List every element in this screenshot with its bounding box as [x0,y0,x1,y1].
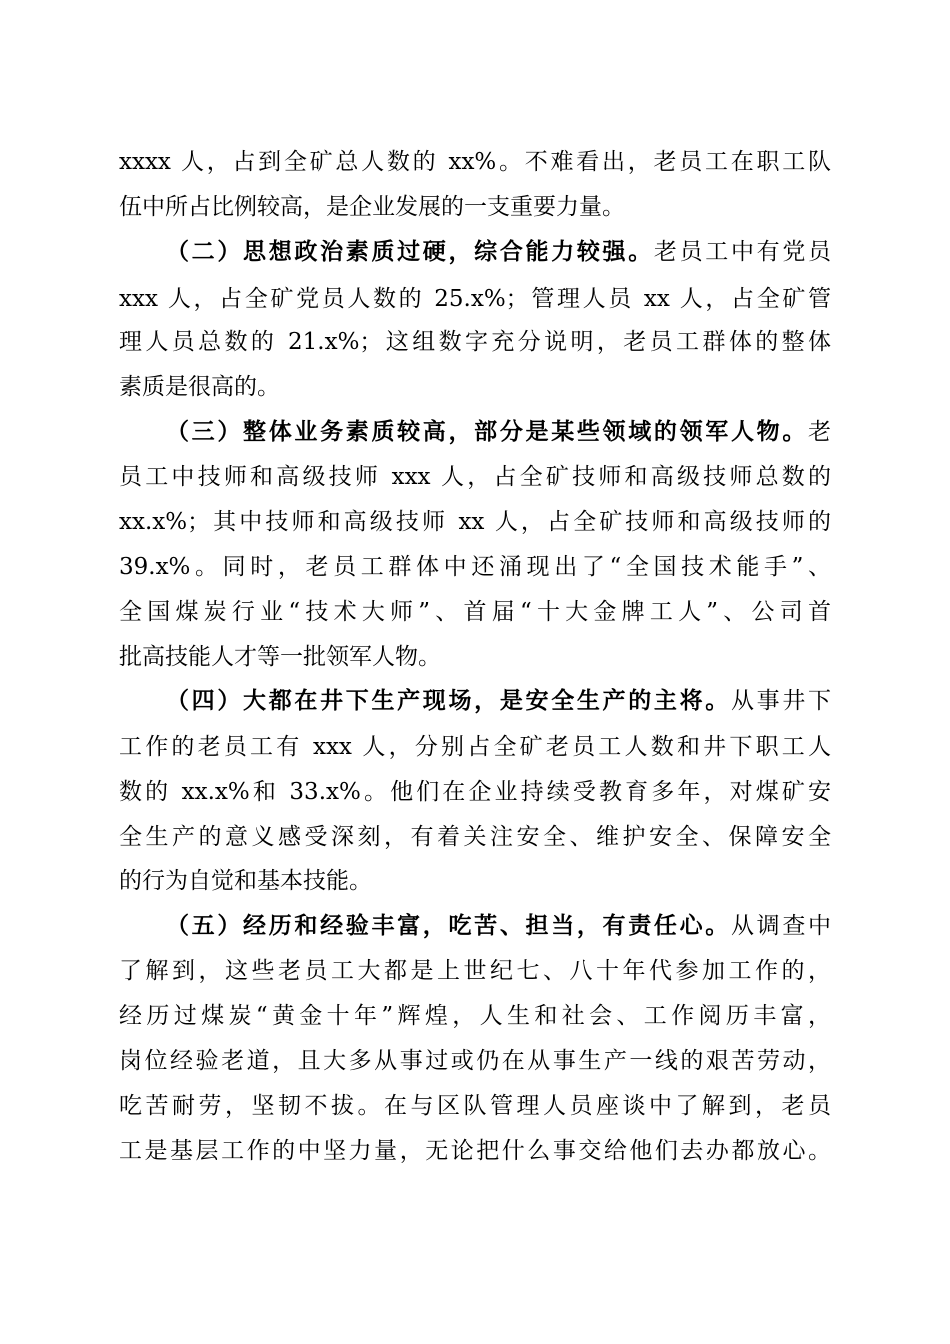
paragraph-first-line [166,237,831,267]
paragraph-line: 的行为自觉和基本技能。 [119,868,372,894]
paragraph-line: 工作的老员工有 xxx 人，分别占全矿老员工人数和井下职工人 [119,734,831,760]
paragraph-line: 全国煤炭行业“技术大师”、首届“十大金牌工人”、公司首 [119,599,831,625]
paragraph-line: 工是基层工作的中坚力量，无论把什么事交给他们去办都放心。 [119,1138,831,1164]
paragraph-heading: （五）经历和经验丰富，吃苦、担当，有责任心。 [166,912,731,939]
paragraph-text: 从事井下 [730,688,831,714]
paragraph-first-line [166,686,831,716]
paragraph-line: 全生产的意义感受深刻，有着关注安全、维护安全、保障安全 [119,824,831,850]
paragraph-heading: （二）思想政治素质过硬，综合能力较强。 [166,238,654,265]
paragraph-line: 39.x%。同时，老员工群体中还涌现出了“全国技术能手”、 [119,554,831,580]
paragraph-line: 理人员总数的 21.x%；这组数字充分说明，老员工群体的整体 [119,329,831,355]
paragraph-first-line [166,417,831,447]
paragraph-line: 伍中所占比例较高，是企业发展的一支重要力量。 [119,194,625,220]
paragraph-line: xx.x%；其中技师和高级技师 xx 人，占全矿技师和高级技师的 [119,509,831,535]
paragraph-line: 批高技能人才等一批领军人物。 [119,644,441,670]
paragraph-text: 老 [808,419,831,445]
paragraph-text: 老员工中有党员 [653,239,831,265]
paragraph-line: 数的 xx.x%和 33.x%。他们在企业持续受教育多年，对煤矿安 [119,779,831,805]
paragraph-line: 吃苦耐劳，坚韧不拔。在与区队管理人员座谈中了解到，老员 [119,1093,831,1119]
paragraph-first-line [166,911,831,941]
paragraph-line: 素质是很高的。 [119,374,280,400]
paragraph-line: xxxx 人，占到全矿总人数的 xx%。不难看出，老员工在职工队 [119,149,831,175]
paragraph-line: 经历过煤炭“黄金十年”辉煌，人生和社会、工作阅历丰富， [119,1003,831,1029]
paragraph-text: 从调查中 [730,913,831,939]
paragraph-heading: （三）整体业务素质较高，部分是某些领域的领军人物。 [166,418,808,445]
paragraph-line: 员工中技师和高级技师 xxx 人，占全矿技师和高级技师总数的 [119,464,831,490]
paragraph-heading: （四）大都在井下生产现场，是安全生产的主将。 [166,687,731,714]
paragraph-line: 岗位经验老道，且大多从事过或仍在从事生产一线的艰苦劳动， [119,1048,831,1074]
paragraph-line: 了解到，这些老员工大都是上世纪七、八十年代参加工作的， [119,958,831,984]
paragraph-line: xxx 人，占全矿党员人数的 25.x%；管理人员 xx 人，占全矿管 [119,286,831,312]
